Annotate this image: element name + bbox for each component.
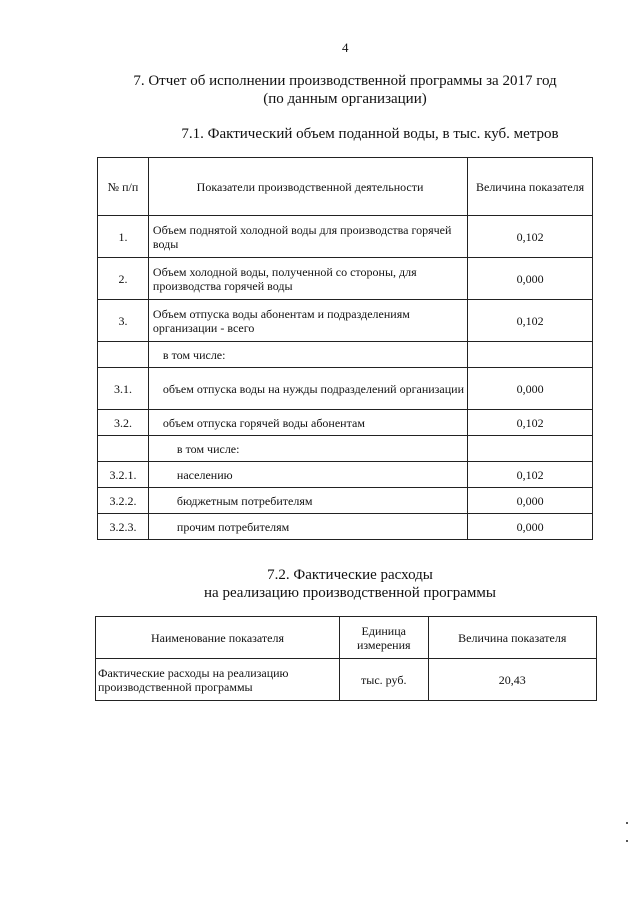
header-num: № п/п bbox=[98, 158, 149, 216]
table-row bbox=[98, 216, 593, 258]
row-value: 0,000 bbox=[468, 368, 593, 410]
header-indicator-name: Наименование показателя bbox=[96, 617, 340, 659]
row-value: 0,000 bbox=[468, 488, 593, 514]
row-name: прочим потребителям bbox=[148, 514, 467, 540]
header-value: Величина показателя bbox=[428, 617, 596, 659]
row-num: 3.2.1. bbox=[98, 462, 149, 488]
table-row bbox=[98, 514, 593, 540]
row-name: в том числе: bbox=[148, 436, 467, 462]
row-value: 0,000 bbox=[468, 258, 593, 300]
row-name: в том числе: bbox=[148, 342, 467, 368]
section-2-title-line-1: 7.2. Фактические расходы bbox=[267, 567, 433, 583]
header-value: Величина показателя bbox=[468, 158, 593, 216]
row-unit: тыс. руб. bbox=[339, 659, 428, 701]
row-value: 0,102 bbox=[468, 300, 593, 342]
table-row bbox=[98, 436, 593, 462]
row-name: объем отпуска горячей воды абонентам bbox=[148, 410, 467, 436]
section-2-title bbox=[160, 566, 540, 602]
row-name: Объем отпуска воды абонентам и подразделениям организации - всего bbox=[148, 300, 467, 342]
row-num: 3.2.2. bbox=[98, 488, 149, 514]
scan-mark bbox=[626, 822, 628, 824]
row-num bbox=[98, 436, 149, 462]
row-value: 20,43 bbox=[428, 659, 596, 701]
table-row bbox=[98, 258, 593, 300]
row-num: 1. bbox=[98, 216, 149, 258]
table-row bbox=[96, 659, 597, 701]
expenses-table bbox=[95, 616, 597, 701]
row-num bbox=[98, 342, 149, 368]
row-name: населению bbox=[148, 462, 467, 488]
table-row bbox=[98, 368, 593, 410]
row-num: 3.1. bbox=[98, 368, 149, 410]
row-value: 0,102 bbox=[468, 462, 593, 488]
page-number: 4 bbox=[342, 40, 349, 55]
row-num: 2. bbox=[98, 258, 149, 300]
page-title bbox=[130, 72, 560, 108]
row-num: 3. bbox=[98, 300, 149, 342]
row-num: 3.2. bbox=[98, 410, 149, 436]
row-value: 0,000 bbox=[468, 514, 593, 540]
row-value: 0,102 bbox=[468, 410, 593, 436]
row-num: 3.2.3. bbox=[98, 514, 149, 540]
table-row bbox=[98, 342, 593, 368]
header-unit: Единица измерения bbox=[339, 617, 428, 659]
table-header-row bbox=[96, 617, 597, 659]
scan-mark bbox=[626, 840, 628, 842]
row-name: Фактические расходы на реализацию производственной программы bbox=[96, 659, 340, 701]
table-header-row bbox=[98, 158, 593, 216]
table-row bbox=[98, 462, 593, 488]
section-1-title: 7.1. Фактический объем поданной воды, в тыс. куб. метров bbox=[181, 126, 559, 142]
title-line-2: (по данным организации) bbox=[263, 91, 427, 107]
row-name: Объем поднятой холодной воды для производства горячей воды bbox=[148, 216, 467, 258]
table-row bbox=[98, 488, 593, 514]
title-line-1: 7. Отчет об исполнении производственной программы за 2017 год bbox=[133, 73, 557, 89]
row-name: Объем холодной воды, полученной со стороны, для производства горячей воды bbox=[148, 258, 467, 300]
table-row bbox=[98, 410, 593, 436]
water-volume-table bbox=[97, 157, 593, 540]
row-value: 0,102 bbox=[468, 216, 593, 258]
header-indicator: Показатели производственной деятельности bbox=[148, 158, 467, 216]
row-value bbox=[468, 436, 593, 462]
row-name: объем отпуска воды на нужды подразделений организации bbox=[148, 368, 467, 410]
section-2-title-line-2: на реализацию производственной программы bbox=[204, 585, 496, 601]
table-row bbox=[98, 300, 593, 342]
row-name: бюджетным потребителям bbox=[148, 488, 467, 514]
row-value bbox=[468, 342, 593, 368]
